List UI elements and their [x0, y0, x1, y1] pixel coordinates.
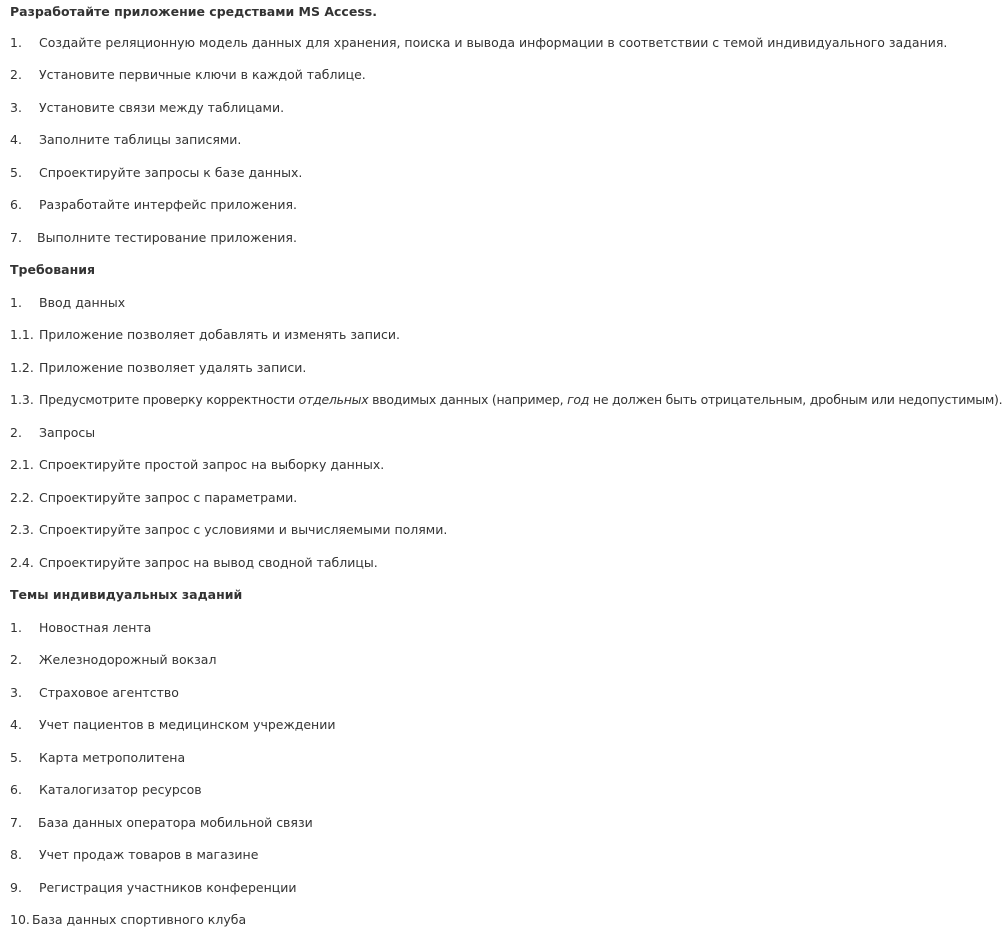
- topic-number: 6.: [10, 782, 22, 797]
- step-text: Установите первичные ключи в каждой таблице.: [39, 67, 366, 82]
- requirement-emphasis: отдельных: [298, 392, 369, 407]
- requirement-text: [39, 391, 1002, 409]
- requirement-number: 1.: [10, 295, 22, 310]
- requirement-text: Приложение позволяет удалять записи.: [39, 360, 307, 375]
- requirement-text: Запросы: [39, 425, 96, 440]
- requirement-emphasis: год: [567, 392, 590, 407]
- requirement-text-part: не должен быть отрицательным, дробным или недопустимым).: [589, 392, 1002, 407]
- requirement-number: 1.2.: [10, 360, 34, 375]
- requirement-number: 2.3.: [10, 522, 34, 537]
- step-text: Установите связи между таблицами.: [39, 100, 285, 115]
- topic-text: Железнодорожный вокзал: [39, 652, 217, 667]
- topic-number: 5.: [10, 750, 22, 765]
- step-number: 7.: [10, 230, 22, 245]
- topic-number: 10.: [10, 912, 30, 927]
- topic-text: База данных спортивного клуба: [32, 912, 247, 927]
- step-number: 4.: [10, 132, 22, 147]
- step-number: 2.: [10, 67, 22, 82]
- requirement-number: 2.: [10, 425, 22, 440]
- step-text: Разработайте интерфейс приложения.: [39, 197, 297, 212]
- topic-text: Карта метрополитена: [39, 750, 186, 765]
- step-text: Создайте реляционную модель данных для хранения, поиска и вывода информации в соответствии с темой индивидуального задания.: [39, 35, 948, 50]
- topic-number: 7.: [10, 815, 22, 830]
- requirement-text: Спроектируйте запрос с параметрами.: [39, 490, 298, 505]
- topic-text: Учет пациентов в медицинском учреждении: [39, 717, 336, 732]
- step-text: Заполните таблицы записями.: [39, 132, 242, 147]
- requirement-text: Приложение позволяет добавлять и изменять записи.: [39, 327, 400, 342]
- heading-main: Разработайте приложение средствами MS Access.: [10, 4, 377, 19]
- topic-text: База данных оператора мобильной связи: [38, 815, 313, 830]
- requirement-number: 1.1.: [10, 327, 34, 342]
- requirement-text: Спроектируйте запрос на вывод сводной таблицы.: [39, 555, 378, 570]
- topic-number: 9.: [10, 880, 22, 895]
- requirement-text: Ввод данных: [39, 295, 126, 310]
- step-number: 1.: [10, 35, 22, 50]
- requirement-number: 2.4.: [10, 555, 34, 570]
- requirement-number: 2.2.: [10, 490, 34, 505]
- topic-number: 4.: [10, 717, 22, 732]
- requirement-text-part: вводимых данных (например,: [368, 392, 568, 407]
- topic-number: 1.: [10, 620, 22, 635]
- step-number: 3.: [10, 100, 22, 115]
- topic-number: 3.: [10, 685, 22, 700]
- topic-number: 8.: [10, 847, 22, 862]
- topic-text: Регистрация участников конференции: [39, 880, 297, 895]
- requirement-text-part: Предусмотрите проверку корректности: [39, 392, 299, 407]
- topic-text: Страховое агентство: [39, 685, 179, 700]
- requirement-number: 2.1.: [10, 457, 34, 472]
- topic-text: Каталогизатор ресурсов: [39, 782, 202, 797]
- step-text: Выполните тестирование приложения.: [37, 230, 297, 245]
- heading-topics: Темы индивидуальных заданий: [10, 587, 243, 602]
- topic-text: Новостная лента: [39, 620, 152, 635]
- requirement-text: Спроектируйте запрос с условиями и вычисляемыми полями.: [39, 522, 448, 537]
- topic-number: 2.: [10, 652, 22, 667]
- step-number: 6.: [10, 197, 22, 212]
- requirement-number: 1.3.: [10, 392, 34, 407]
- topic-text: Учет продаж товаров в магазине: [39, 847, 259, 862]
- heading-requirements: Требования: [10, 262, 96, 277]
- requirement-text: Спроектируйте простой запрос на выборку данных.: [39, 457, 385, 472]
- step-text: Спроектируйте запросы к базе данных.: [39, 165, 303, 180]
- step-number: 5.: [10, 165, 22, 180]
